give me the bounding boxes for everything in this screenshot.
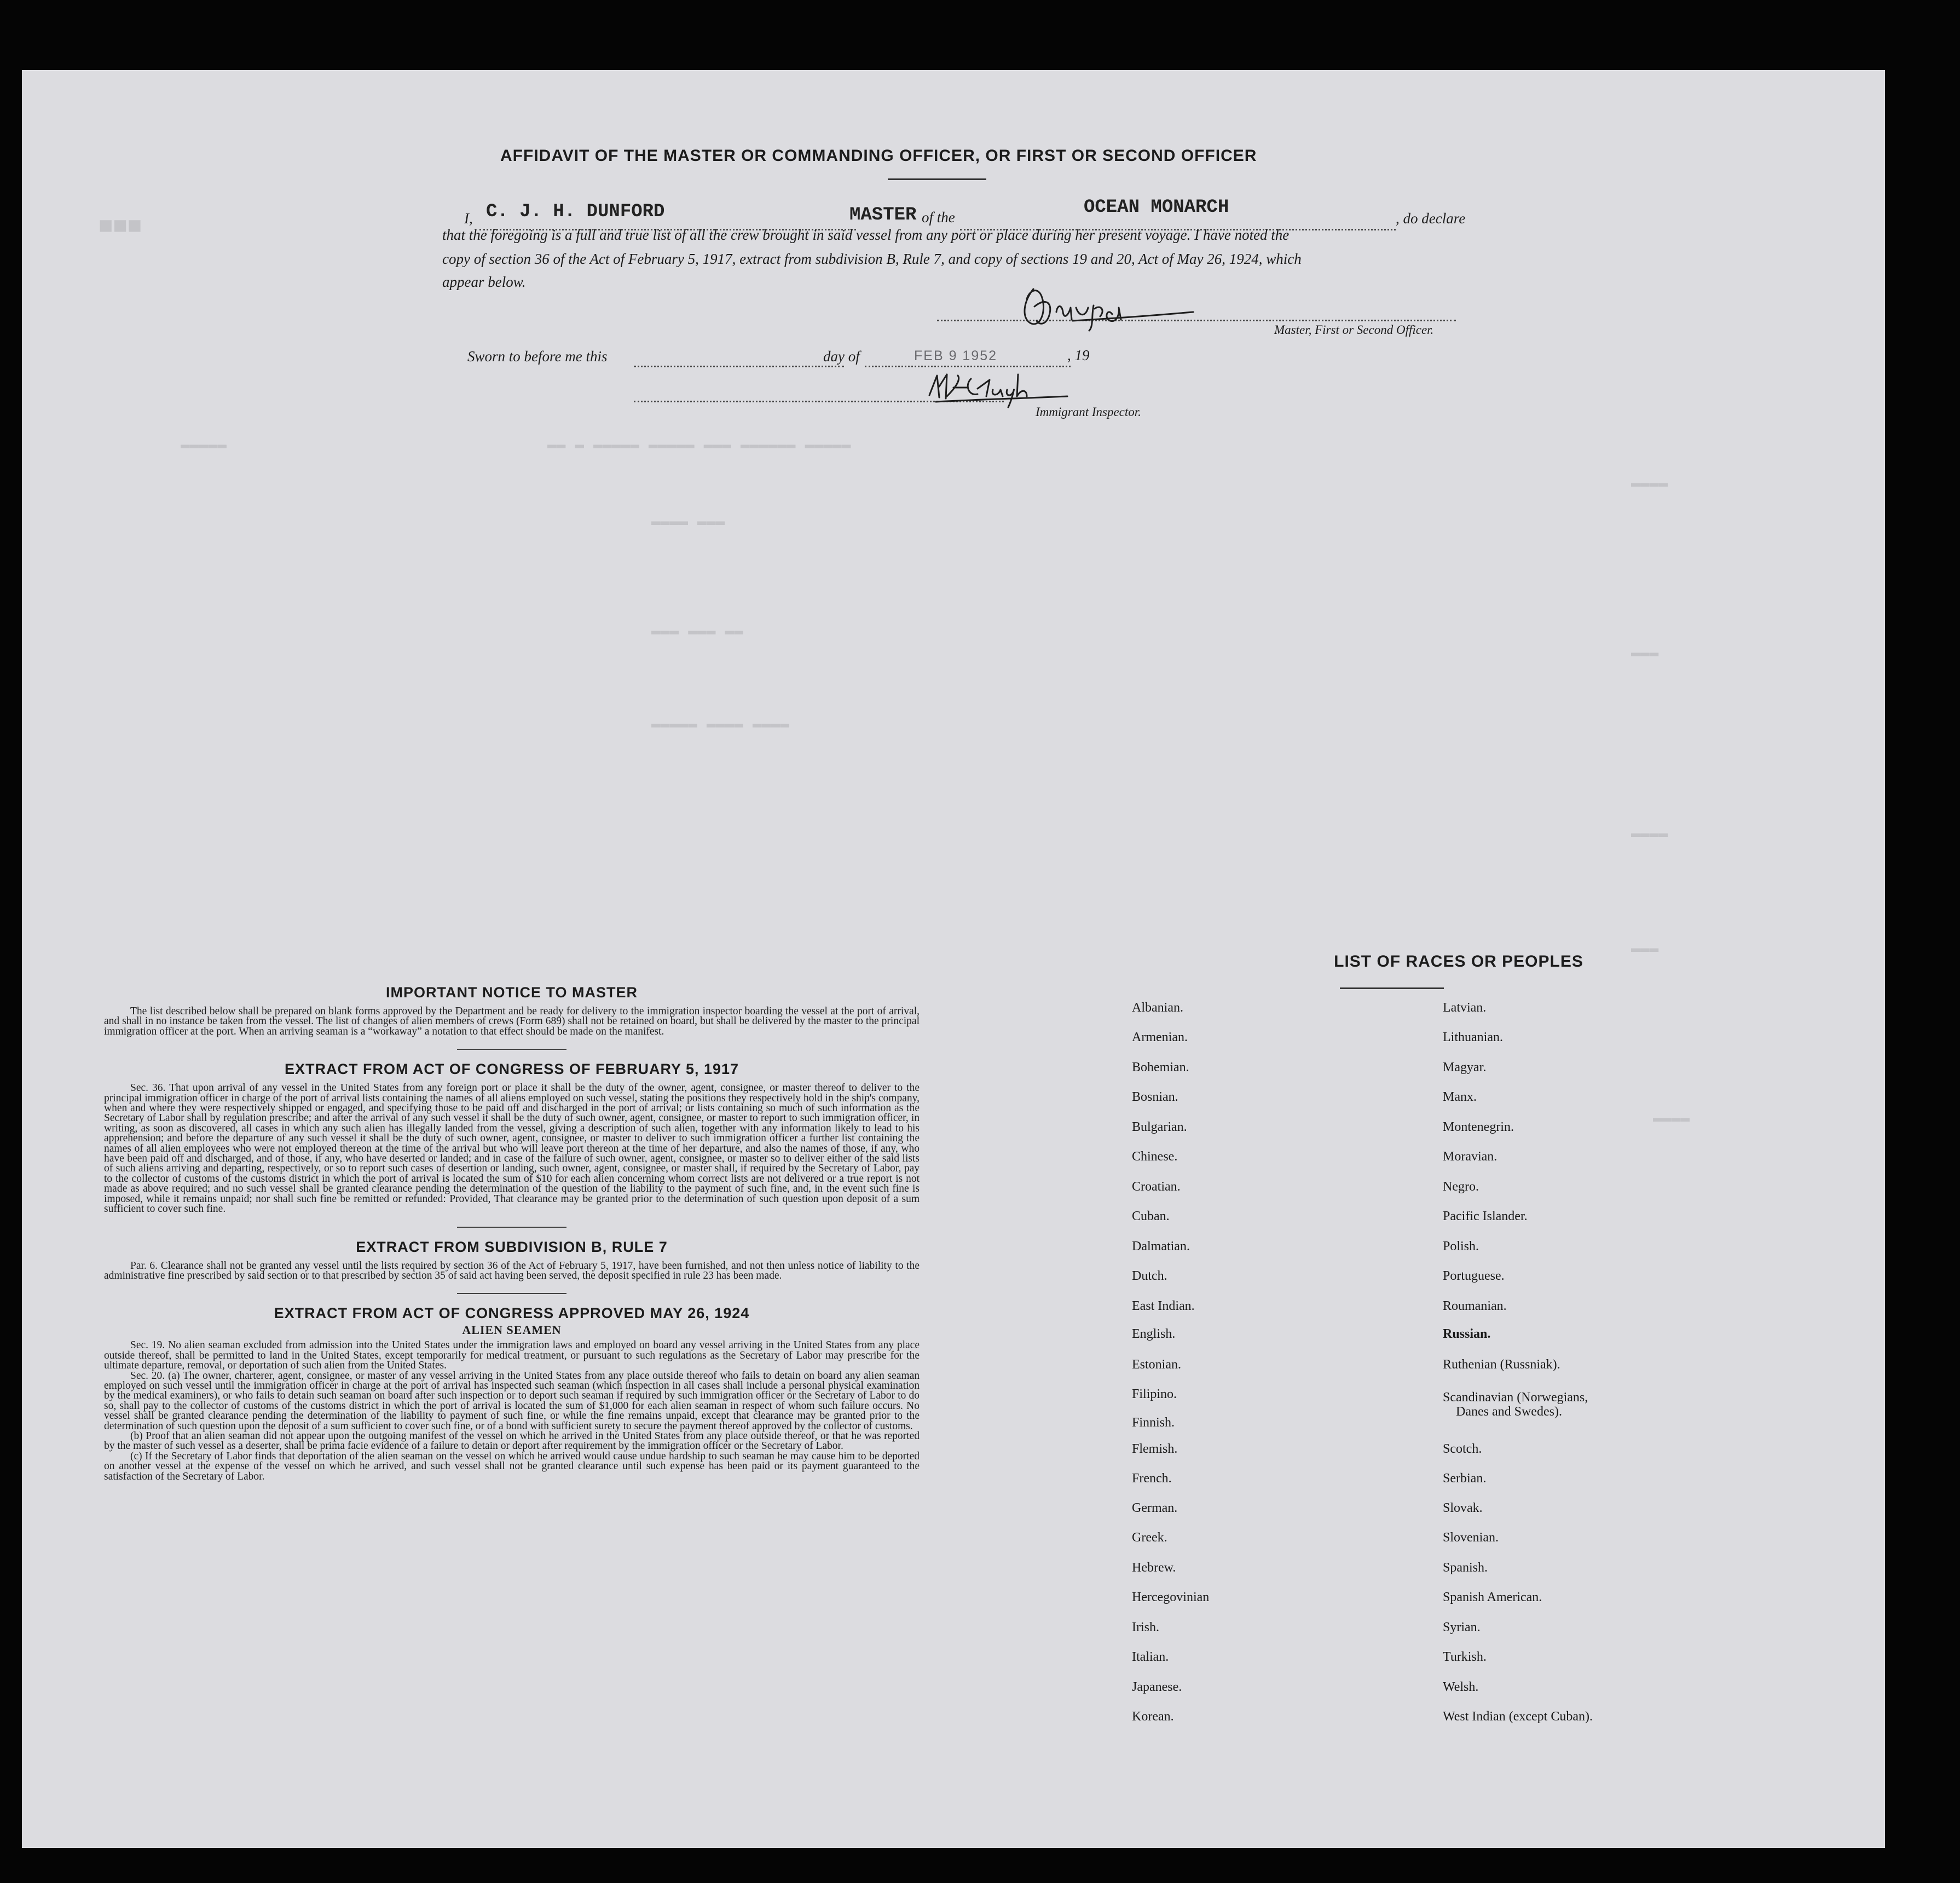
notice-title: IMPORTANT NOTICE TO MASTER	[386, 984, 638, 1001]
race-item: Polish.	[1443, 1239, 1479, 1254]
race-item: Pacific Islander.	[1443, 1209, 1528, 1223]
extract-1924-title: EXTRACT FROM ACT OF CONGRESS APPROVED MAY 26, 1924	[274, 1305, 750, 1322]
race-item: Flemish.	[1132, 1442, 1178, 1456]
extract-rule7-body: Par. 6. Clearance shall not be granted any vessel until the lists required by section 36 of the Act of February 5, 1917, have been furnished, and not then unless notice of liability to the administrative fine prescribed by said section or to that prescribed by section 35 of said act having been served, the deposit specified in rule 23 has been made.	[104, 1260, 920, 1281]
bleed-through-marks: ▬▬▬▬	[1653, 1110, 1690, 1127]
race-item: Korean.	[1132, 1709, 1174, 1724]
race-item: Bohemian.	[1132, 1060, 1189, 1075]
declare-label: , do declare	[1396, 210, 1466, 227]
rank-field: MASTER	[849, 205, 917, 226]
sec19-body: Sec. 19. No alien seaman excluded from admission into the United States under the immigration laws and employed on board any vessel arriving in the United States from any place outside thereof, shall be permitted to land in the United States, except temporarily for medical treatment, or pursuant to such regulations as the Secretary of Labor may prescribe for the ultimate departure, removal, or deportation of such alien from the United States.	[104, 1339, 920, 1372]
section-divider	[457, 1049, 566, 1050]
race-item: Armenian.	[1132, 1030, 1188, 1044]
affidavit-statement-line: copy of section 36 of the Act of February 5, 1917, extract from subdivision B, Rule 7, and copy of sections 19 and 20, Act of May 26, 1924, which	[442, 251, 1302, 267]
race-item: Syrian.	[1443, 1620, 1481, 1634]
inspector-caption: Immigrant Inspector.	[1036, 405, 1141, 419]
race-item: Croatian.	[1132, 1180, 1181, 1194]
title-rule	[888, 178, 986, 180]
race-item: Russian.	[1443, 1327, 1491, 1341]
race-item: Spanish.	[1443, 1561, 1488, 1575]
race-item: Serbian.	[1443, 1471, 1487, 1486]
affidavit-statement-line: that the foregoing is a full and true list of all the crew brought in said vessel from any port or place during her present voyage. I have noted the	[442, 227, 1290, 243]
of-the-label: of the	[922, 209, 955, 226]
race-item: Danes and Swedes).	[1456, 1405, 1562, 1419]
bleed-through-marks: ▬▬▬▬	[1631, 475, 1668, 492]
bleed-through-marks: ▬▬▬	[1631, 645, 1659, 662]
section-divider	[457, 1293, 566, 1294]
race-item: Roumanian.	[1443, 1299, 1507, 1313]
race-item: Estonian.	[1132, 1358, 1181, 1372]
race-item: Turkish.	[1443, 1650, 1487, 1664]
vessel-name-field: OCEAN MONARCH	[1084, 197, 1229, 218]
race-item: Moravian.	[1443, 1150, 1498, 1164]
bleed-through-marks: ▬▬▬	[1631, 940, 1659, 957]
race-item: West Indian (except Cuban).	[1443, 1709, 1593, 1724]
race-item: Dalmatian.	[1132, 1239, 1190, 1254]
race-item: English.	[1132, 1327, 1176, 1341]
section-divider	[457, 1227, 566, 1228]
master-name-field: C. J. H. DUNFORD	[486, 201, 665, 222]
sec20a-body: Sec. 20. (a) The owner, charterer, agent, consignee, or master of any vessel arriving in the United States from any place outside thereof who fails to detain on board any alien seaman employed on such vessel until the immigration officer in charge at the port of arrival has inspected such seaman (which inspection in all cases shall include a personal physical examination by the medical examiners), or who fails to detain such seaman on board after such inspection or to deport such seaman if required by such immigration officer or the Secretary of Labor to do so, shall pay to the collector of customs of the customs district in which the port of arrival is located the sum of $1,000 for each alien seaman in respect of whom such failure occurs. No vessel shall be granted clearance pending the determination of the liability to payment of such fine, or while the fine remains unpaid, except that clearance may be granted prior to the determination of such question upon the deposit of a sum sufficient to cover such fine, or of a bond with sufficient surety to secure the payment thereof approved by the collector of customs.	[104, 1370, 920, 1432]
notice-body: The list described below shall be prepared on blank forms approved by the Department and be ready for delivery to the immigration inspector boarding the vessel at the port of arrival, and shall in no instance be taken from the vessel. The list of changes of alien members of crews (Form 689) shall not be retained on board, but shall be delivered by the master to the principal immigration officer at the port. When an arriving seaman is a “workaway” a notation to that effect should be made on the manifest.	[104, 1006, 920, 1037]
bleed-through-marks: ▬▬▬▬	[1631, 825, 1668, 842]
extract-1917-body: Sec. 36. That upon arrival of any vessel in the United States from any foreign port or place it shall be the duty of the owner, agent, consignee, or master thereof to deliver to the principal immigration officer in charge of the port of arrival lists containing the names of all aliens employed on such vessel, stating the positions they respectively hold in the ship's company, when and where they were respectively shipped or engaged, and specifying those to be paid off and discharged in the port of arrival; or lists containing so much of such information as the Secretary of Labor shall by regulation prescribe; and after the arrival of any such vessel it shall be the duty of such owner, agent, consignee, or master to report to such immigration officer, in writing, as soon as discovered, all cases in which any such alien has illegally landed from the vessel, giving a description of such alien, together with any information likely to lead to his apprehension; and before the departure of any such vessel it shall be the duty of such owner, agent, consignee, or master to deliver to such immigration officer a further list containing the names of all alien employees who were not employed thereon at the time of the arrival but who will leave port thereon at the time of her departure, and also the names of those, if any, who have been paid off and discharged, and of those, if any, who have deserted or landed; and in case of the failure of such owner, agent, consignee, or master so to deliver either of the said lists of such aliens arriving and departing, respectively, or so to report such cases of desertion or landing, such owner, agent, consignee, or master shall, if required by the Secretary of Labor, pay to the collector of customs of the customs district in which the port of arrival is located the sum of $10 for each alien concerning whom correct lists are not delivered or a true report is not made as above required; and no such vessel shall be granted clearance pending the determination of the question of the liability to the payment of such fine, and, in the event such fine is imposed, while it remains unpaid; nor shall such fine be remitted or refunded: Provided, That clearance may be granted prior to the determination of such question upon deposit of a sum sufficient to cover such fine.	[104, 1082, 920, 1215]
race-item: Latvian.	[1443, 1001, 1487, 1015]
race-item: Chinese.	[1132, 1150, 1178, 1164]
bleed-through-marks: ▬▬▬▬▬ ▬▬▬▬ ▬▬▬▬	[651, 716, 790, 733]
bleed-through-marks: ▬▬▬▬▬	[181, 437, 227, 454]
race-item: Scotch.	[1443, 1442, 1482, 1456]
race-item: Lithuanian.	[1443, 1030, 1503, 1044]
race-item: Bosnian.	[1132, 1090, 1178, 1104]
race-item: Spanish American.	[1443, 1590, 1542, 1604]
race-item: Dutch.	[1132, 1269, 1167, 1283]
date-stamp: FEB 9 1952	[914, 348, 998, 363]
extract-1924-subtitle: ALIEN SEAMEN	[462, 1323, 562, 1337]
race-item: Filipino.	[1132, 1387, 1177, 1401]
affidavit-title: AFFIDAVIT OF THE MASTER OR COMMANDING OFFICER, OR FIRST OR SECOND OFFICER	[500, 147, 1257, 165]
extract-rule7-title: EXTRACT FROM SUBDIVISION B, RULE 7	[356, 1238, 668, 1255]
race-item: Slovenian.	[1443, 1530, 1499, 1545]
race-item: Irish.	[1132, 1620, 1159, 1634]
races-title-rule	[1340, 987, 1444, 989]
officer-caption: Master, First or Second Officer.	[1274, 323, 1434, 337]
race-item: East Indian.	[1132, 1299, 1195, 1313]
extract-1917-title: EXTRACT FROM ACT OF CONGRESS OF FEBRUARY 5, 1917	[284, 1061, 739, 1078]
race-item: Albanian.	[1132, 1001, 1183, 1015]
sworn-day-line	[634, 366, 844, 367]
notices-column	[104, 984, 920, 1482]
race-item: Welsh.	[1443, 1680, 1479, 1694]
sec20c-body: (c) If the Secretary of Labor finds that deportation of the alien seaman on the vessel on which he arrived would cause undue hardship to such seaman he may cause him to be deported on another vessel at the expense of the vessel on which he arrived, and such vessel shall not be granted clearance until such expense has been paid or its payment guaranteed to the satisfaction of the Secretary of Labor.	[104, 1450, 920, 1482]
race-item: Scandinavian (Norwegians,	[1443, 1390, 1588, 1405]
declarant-i-label: I,	[464, 210, 473, 227]
sworn-label: Sworn to before me this	[467, 348, 608, 365]
race-item: Hebrew.	[1132, 1561, 1176, 1575]
day-of-label: day of	[823, 348, 860, 365]
race-item: Greek.	[1132, 1530, 1167, 1545]
bleed-through-marks: ▬▬ ▬ ▬▬▬▬▬ ▬▬▬▬▬ ▬▬▬ ▬▬▬▬▬▬ ▬▬▬▬▬	[547, 437, 851, 454]
race-item: Negro.	[1443, 1180, 1479, 1194]
race-item: Finnish.	[1132, 1416, 1175, 1430]
race-item: Montenegrin.	[1443, 1120, 1514, 1134]
race-item: Magyar.	[1443, 1060, 1487, 1075]
race-item: Cuban.	[1132, 1209, 1170, 1223]
races-title: LIST OF RACES OR PEOPLES	[1334, 952, 1583, 971]
bleed-through-marks: ▬▬▬▬ ▬▬▬	[651, 513, 725, 530]
race-item: German.	[1132, 1501, 1178, 1515]
bleed-through-marks: ■■■	[99, 213, 142, 241]
bleed-through-marks: ▬▬▬ ▬▬▬ ▬▬	[651, 623, 744, 640]
race-item: Slovak.	[1443, 1501, 1483, 1515]
document-sheet	[22, 70, 1885, 1848]
year-prefix: , 19	[1067, 347, 1090, 363]
affidavit-statement-line: appear below.	[442, 274, 526, 290]
race-item: Italian.	[1132, 1650, 1169, 1664]
race-item: Japanese.	[1132, 1680, 1182, 1694]
sec20b-body: (b) Proof that an alien seaman did not appear upon the outgoing manifest of the vessel on which he arrived in the United States from any place outside thereof, or that he was reported by the master of such vessel as a deserter, shall be prima facie evidence of a failure to detain or deport after requirement by the immigration officer or the Secretary of Labor.	[104, 1430, 920, 1452]
race-item: Portuguese.	[1443, 1269, 1505, 1283]
race-item: Ruthenian (Russniak).	[1443, 1358, 1560, 1372]
race-item: Hercegovinian	[1132, 1590, 1210, 1604]
race-item: Manx.	[1443, 1090, 1477, 1104]
race-item: Bulgarian.	[1132, 1120, 1187, 1134]
race-item: French.	[1132, 1471, 1172, 1486]
master-signature	[1018, 274, 1215, 334]
